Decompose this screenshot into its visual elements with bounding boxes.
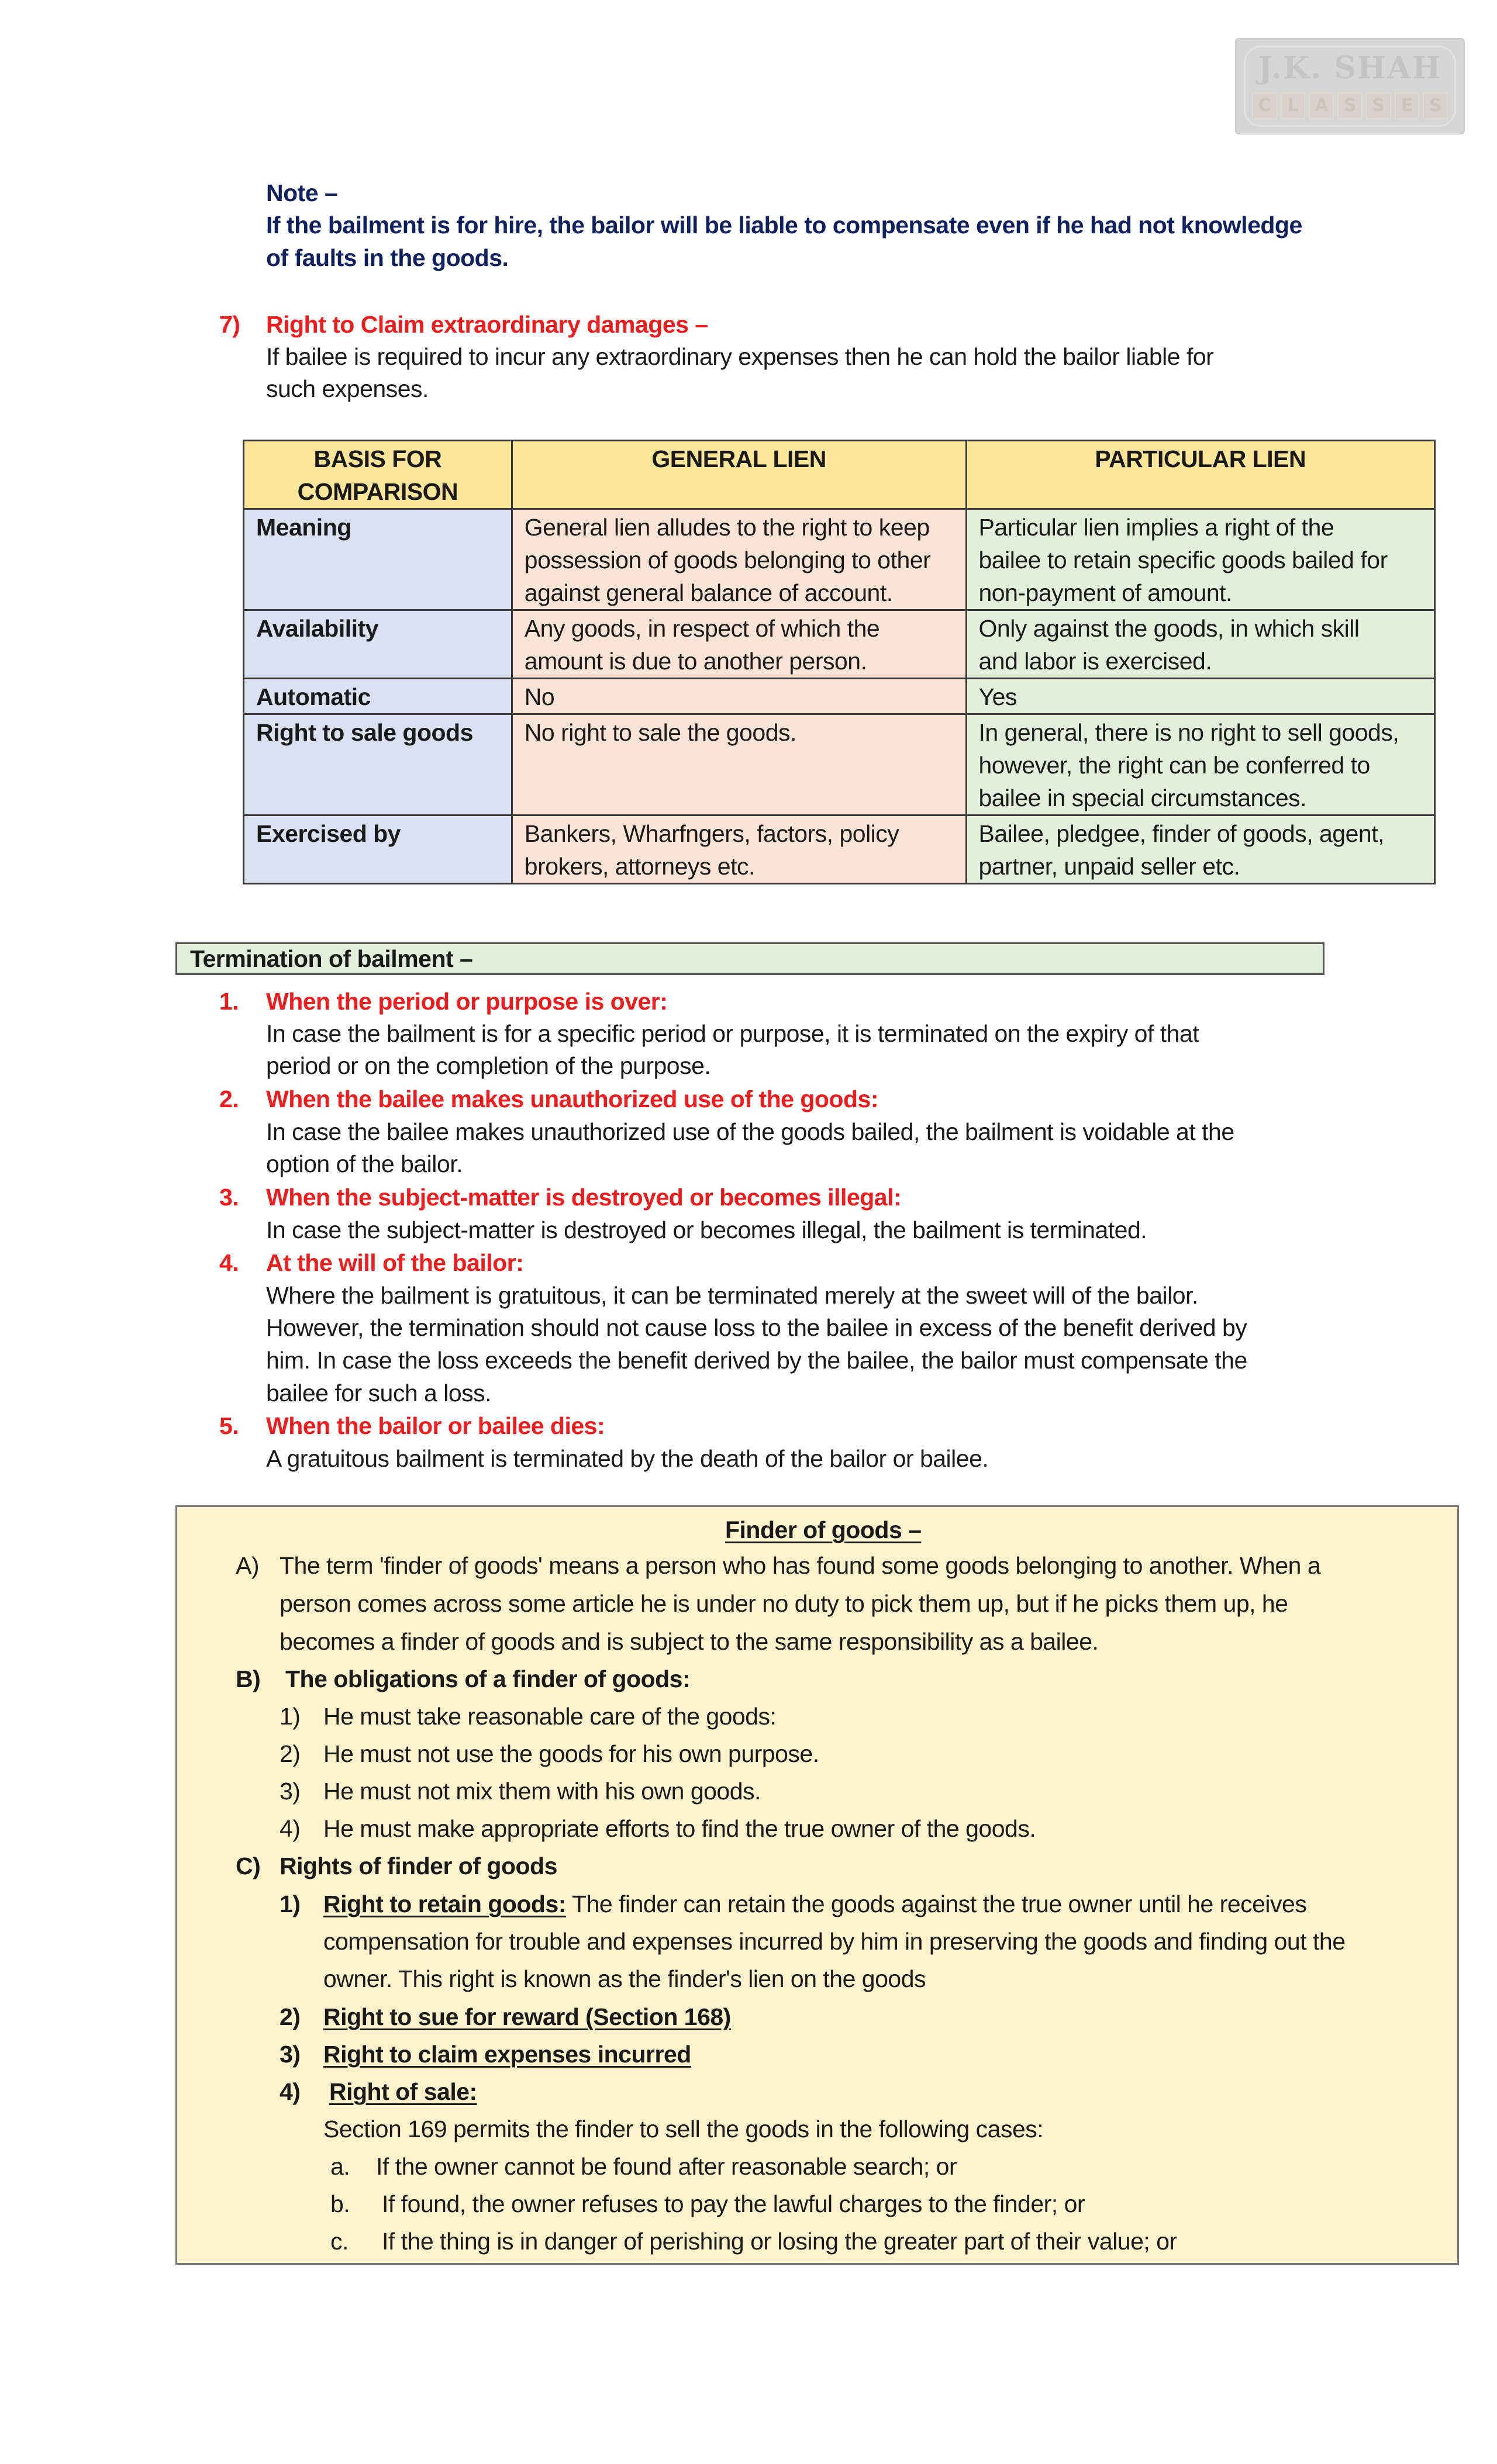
note-line: If the bailment is for hire, the bailor will be liable to compensate even if he had not knowledge: [266, 212, 1302, 239]
cell-line: Bailee, pledgee, finder of goods, agent,: [978, 820, 1384, 847]
right-7-heading: Right to Claim extraordinary damages –: [266, 311, 708, 338]
finder-a-line: The term 'finder of goods' means a person who has found some goods belonging to another. When a: [280, 1552, 1321, 1579]
lien-comparison-table: [243, 440, 1436, 884]
sale-case-text: If the owner cannot be found after reasonable search; or: [376, 2153, 957, 2180]
termination-item-title: When the bailor or bailee dies:: [266, 1412, 605, 1439]
right-4-title: Right of sale:: [329, 2078, 477, 2105]
row-particular: [966, 815, 1435, 884]
termination-item-number: 2.: [219, 1086, 239, 1112]
row-general: [512, 610, 966, 679]
right-1-text: The finder can retain the goods against the true owner until he receives: [565, 1891, 1307, 1917]
cell-line: General lien alludes to the right to keep: [524, 514, 930, 541]
right-3-title: Right to claim expenses incurred: [323, 2041, 691, 2068]
row-particular: Yes: [966, 679, 1435, 714]
termination-item-line: A gratuitous bailment is terminated by the death of the bailor or bailee.: [266, 1445, 989, 1472]
row-basis: Meaning: [244, 509, 512, 610]
cell-line: however, the right can be conferred to: [978, 752, 1370, 779]
obligation-text: He must not mix them with his own goods.: [323, 1778, 761, 1805]
right-number: 1): [280, 1891, 301, 1917]
row-general: No right to sale the goods.: [512, 714, 966, 815]
obligation-number: 4): [280, 1815, 301, 1842]
header-particular-lien: PARTICULAR LIEN: [966, 441, 1435, 509]
finder-c-label: C): [236, 1853, 261, 1879]
right-1-row: [323, 1885, 1306, 1923]
logo-letter: A: [1309, 92, 1334, 119]
sale-case-text: If found, the owner refuses to pay the lawful charges to the finder; or: [382, 2190, 1085, 2217]
termination-item-title: When the period or purpose is over:: [266, 988, 668, 1015]
finder-b-label: B): [236, 1665, 261, 1692]
obligation-text: He must make appropriate efforts to find the true owner of the goods.: [323, 1815, 1036, 1842]
note-line: of faults in the goods.: [266, 244, 509, 271]
logo-letter: L: [1281, 92, 1306, 119]
termination-item-line: In case the bailment is for a specific period or purpose, it is terminated on the expiry of that: [266, 1020, 1199, 1047]
termination-item-line: him. In case the loss exceeds the benefit derived by the bailee, the bailor must compensate the: [266, 1347, 1247, 1374]
table-header-row: [244, 441, 1435, 509]
termination-item-line: However, the termination should not cause loss to the bailee in excess of the benefit derived by: [266, 1314, 1247, 1341]
cell-line: bailee in special circumstances.: [978, 785, 1307, 811]
right-1-line: owner. This right is known as the finder's lien on the goods: [323, 1965, 926, 1992]
cell-line: Bankers, Wharfngers, factors, policy: [524, 820, 899, 847]
termination-item-number: 3.: [219, 1184, 239, 1211]
cell-line: and labor is exercised.: [978, 648, 1212, 675]
logo-letter: C: [1252, 92, 1277, 119]
termination-item-title: When the subject-matter is destroyed or becomes illegal:: [266, 1184, 902, 1211]
cell-line: against general balance of account.: [524, 579, 893, 606]
row-general: No: [512, 679, 966, 714]
table-row: [244, 679, 1435, 714]
header-basis: [244, 441, 512, 509]
termination-heading: Termination of bailment –: [190, 945, 473, 972]
termination-item-number: 1.: [219, 988, 239, 1015]
sale-case-text: If the thing is in danger of perishing or losing the greater part of their value; or: [382, 2228, 1177, 2255]
table-row: [244, 610, 1435, 679]
right-7-number: 7): [219, 311, 240, 338]
header-general-lien: GENERAL LIEN: [512, 441, 966, 509]
note-heading: Note –: [266, 179, 338, 206]
cell-line: amount is due to another person.: [524, 648, 867, 675]
termination-item-title: When the bailee makes unauthorized use of the goods:: [266, 1086, 878, 1112]
obligation-text: He must not use the goods for his own purpose.: [323, 1740, 819, 1767]
cell-line: In general, there is no right to sell goods,: [978, 719, 1399, 746]
row-particular: [966, 610, 1435, 679]
termination-item-line: bailee for such a loss.: [266, 1380, 492, 1406]
finder-a-label: A): [236, 1552, 259, 1579]
termination-item-number: 4.: [219, 1249, 239, 1276]
finder-a-line: person comes across some article he is under no duty to pick them up, but if he picks them up, he: [280, 1590, 1288, 1617]
logo-letter: E: [1395, 92, 1420, 119]
termination-item-number: 5.: [219, 1412, 239, 1439]
finder-a-line: becomes a finder of goods and is subject to the same responsibility as a bailee.: [280, 1628, 1099, 1655]
header-text: BASIS FOR: [313, 445, 442, 472]
cell-line: Particular lien implies a right of the: [978, 514, 1334, 541]
row-general: [512, 815, 966, 884]
table-row: [244, 714, 1435, 815]
termination-item-line: Where the bailment is gratuitous, it can be terminated merely at the sweet will of the bailor.: [266, 1282, 1198, 1309]
row-basis: Exercised by: [244, 815, 512, 884]
table-row: [244, 815, 1435, 884]
cell-line: possession of goods belonging to other: [524, 547, 931, 573]
logo-letter: S: [1423, 92, 1448, 119]
right-1-line: compensation for trouble and expenses incurred by him in preserving the goods and finding out the: [323, 1928, 1346, 1955]
cell-line: Any goods, in respect of which the: [524, 615, 880, 642]
right-number: 4): [280, 2078, 301, 2105]
finder-heading: Finder of goods –: [725, 1516, 922, 1543]
right-2-title: Right to sue for reward (Section 168): [323, 2003, 731, 2030]
finder-b-heading: The obligations of a finder of goods:: [285, 1665, 691, 1692]
row-basis: Right to sale goods: [244, 714, 512, 815]
jk-shah-logo: [1235, 38, 1465, 134]
right-number: 2): [280, 2003, 301, 2030]
cell-line: partner, unpaid seller etc.: [978, 853, 1240, 880]
obligation-text: He must take reasonable care of the goods:: [323, 1703, 777, 1730]
cell-line: brokers, attorneys etc.: [524, 853, 755, 880]
termination-item-line: period or on the completion of the purpose.: [266, 1052, 711, 1079]
right-7-line: such expenses.: [266, 375, 429, 402]
logo-title: J.K. SHAH: [1258, 50, 1442, 86]
obligation-number: 1): [280, 1703, 301, 1730]
sale-case-letter: a.: [330, 2153, 350, 2180]
logo-letter: S: [1337, 92, 1363, 119]
right-1-title: Right to retain goods:: [323, 1891, 566, 1917]
logo-letter: S: [1366, 92, 1391, 119]
table-row: [244, 509, 1435, 610]
obligation-number: 3): [280, 1778, 301, 1805]
sale-case-letter: b.: [330, 2190, 350, 2217]
termination-heading-bar: [175, 942, 1324, 975]
right-number: 3): [280, 2041, 301, 2068]
cell-line: Only against the goods, in which skill: [978, 615, 1360, 642]
sale-case-letter: c.: [330, 2228, 349, 2255]
logo-subtitle: [1252, 92, 1448, 119]
termination-item-line: In case the bailee makes unauthorized use of the goods bailed, the bailment is voidable at the: [266, 1118, 1234, 1145]
row-general: [512, 509, 966, 610]
obligation-number: 2): [280, 1740, 301, 1767]
row-particular: [966, 714, 1435, 815]
row-particular: [966, 509, 1435, 610]
header-text: COMPARISON: [297, 478, 458, 505]
row-basis: Availability: [244, 610, 512, 679]
termination-item-title: At the will of the bailor:: [266, 1249, 524, 1276]
cell-line: bailee to retain specific goods bailed for: [978, 547, 1388, 573]
cell-line: non-payment of amount.: [978, 579, 1232, 606]
row-basis: Automatic: [244, 679, 512, 714]
right-4-intro: Section 169 permits the finder to sell the goods in the following cases:: [323, 2116, 1044, 2142]
finder-c-heading: Rights of finder of goods: [280, 1853, 557, 1879]
termination-item-line: option of the bailor.: [266, 1150, 463, 1177]
termination-item-line: In case the subject-matter is destroyed or becomes illegal, the bailment is terminated.: [266, 1217, 1147, 1243]
right-7-line: If bailee is required to incur any extraordinary expenses then he can hold the bailor liable for: [266, 343, 1214, 370]
